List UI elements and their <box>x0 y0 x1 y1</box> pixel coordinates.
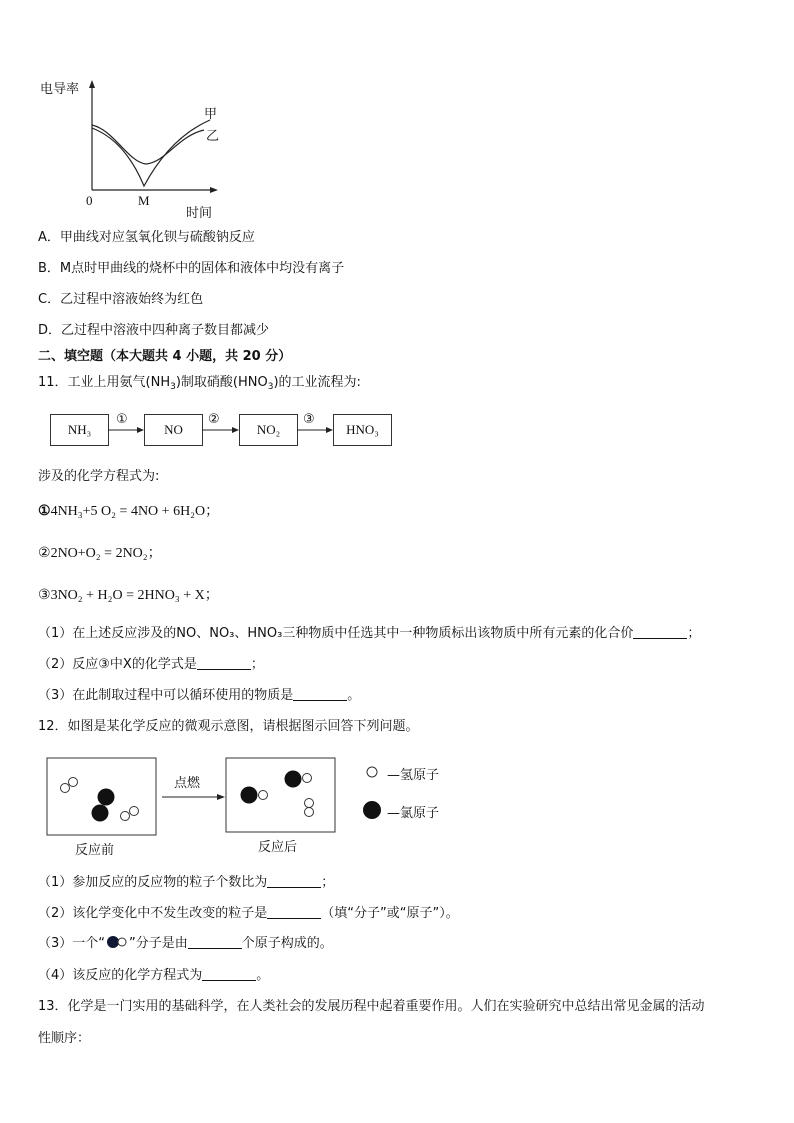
section2-heading: 二、填空题（本大题共 4 小题，共 20 分） <box>38 349 292 364</box>
q11-sub2-text: （2）反应③中X的化学式是 <box>38 657 197 672</box>
q13-line1: 13．化学是一门实用的基础科学，在人类社会的发展历程中起着重要作用。人们在实验研究中总结出常见金属的活动 <box>38 999 705 1014</box>
legend-h-label: —氢原子 <box>387 768 440 783</box>
q11-eq3-num: ③ <box>38 588 51 603</box>
conductivity-graph <box>38 76 238 221</box>
flow-step-1: ① <box>116 412 128 427</box>
q11-sub2-blank[interactable] <box>197 657 251 670</box>
q11-intro-b: )制取硝酸(HNO <box>175 375 268 390</box>
reaction-arrowhead <box>217 794 225 800</box>
h-atom <box>69 778 78 787</box>
h-atom <box>61 784 70 793</box>
graph-ylabel: 电导率 <box>40 82 80 97</box>
q11-sub3-text: （3）在此制取过程中可以循环使用的物质是 <box>38 688 294 703</box>
graph-origin: 0 <box>86 193 93 208</box>
q12-sub2 <box>38 905 459 923</box>
q12-sub4-blank[interactable] <box>202 968 256 981</box>
q11-eq2 <box>38 545 162 563</box>
option-c: C．乙过程中溶液始终为红色 <box>38 292 204 307</box>
q12-sub1-blank[interactable] <box>267 875 321 888</box>
q11-sub2-end: ； <box>250 657 264 672</box>
q12-sub2-text: （2）该化学变化中不发生改变的粒子是 <box>38 906 268 921</box>
flow-box-nh3: NH₃ <box>50 414 109 446</box>
q12-sub3-b: ”分子是由 <box>129 936 188 951</box>
q11-eq2-num: ② <box>38 546 51 561</box>
curve-label-jia: 甲 <box>204 107 218 122</box>
q11-eq3-text: 3NO₂ + H₂O = 2HNO₃ + X； <box>50 588 219 603</box>
q11-intro-a: 11．工业上用氨气(NH <box>38 375 171 390</box>
flow-step-2: ② <box>208 412 220 427</box>
cl-atom <box>241 787 258 804</box>
q12-sub4 <box>38 967 269 985</box>
q11-sub3-end: 。 <box>347 688 361 703</box>
q11-sub1-blank[interactable] <box>633 626 687 639</box>
q12-sub1-text: （1）参加反应的反应物的粒子个数比为 <box>38 875 268 890</box>
flow-box-no: NO <box>144 414 203 446</box>
legend-cl-label: —氯原子 <box>387 806 440 821</box>
q11-intro-sub2: 3 <box>267 382 274 392</box>
cl-atom <box>92 805 109 822</box>
x-axis-arrow <box>210 187 218 193</box>
curve-yi <box>92 125 204 164</box>
hcl-molecule-icon <box>105 935 129 949</box>
q12-sub2-end: （填“分子”或“原子”）。 <box>321 906 459 921</box>
q11-flow <box>0 412 794 448</box>
q12-sub3 <box>38 935 333 953</box>
before-label: 反应前 <box>75 843 115 858</box>
option-d: D．乙过程中溶液中四种离子数目都减少 <box>38 323 270 338</box>
q12-sub2-blank[interactable] <box>267 906 321 919</box>
q11-intro-sub: 3 <box>170 382 176 392</box>
flow-box-hno3: HNO₃ <box>333 414 392 446</box>
q11-sub1-end: ； <box>687 626 701 641</box>
q11-sub3 <box>38 687 360 705</box>
curve-label-yi: 乙 <box>206 129 220 144</box>
flow-arrowhead-3 <box>326 427 333 433</box>
q11-eq1-text: 4NH₃+5 O₂ = 4NO + 6H₂O； <box>50 504 220 519</box>
cl-atom <box>98 789 115 806</box>
flow-box-no2: NO₂ <box>239 414 298 446</box>
graph-xlabel: 时间 <box>186 206 213 221</box>
flow-step-3: ③ <box>303 412 315 427</box>
h-atom <box>130 807 139 816</box>
h-atom <box>121 812 130 821</box>
legend-h-icon <box>367 767 377 777</box>
flow-arrowhead-1 <box>137 427 144 433</box>
q11-intro <box>38 374 361 392</box>
q11-sub1 <box>38 625 700 643</box>
q12-diagram <box>0 755 794 860</box>
h-atom <box>305 808 314 817</box>
option-a: A．甲曲线对应氢氧化钡与硫酸钠反应 <box>38 230 255 245</box>
cl-atom <box>285 771 302 788</box>
legend-cl-icon <box>363 801 381 819</box>
graph-m-label: M <box>138 193 150 208</box>
q12-sub3-blank[interactable] <box>188 936 242 949</box>
q11-eq2-text: 2NO+O₂ = 2NO₂； <box>50 546 162 561</box>
q11-eq1 <box>38 503 219 521</box>
reaction-condition: 点燃 <box>174 776 201 791</box>
h-atom <box>259 791 268 800</box>
q11-sub3-blank[interactable] <box>293 688 347 701</box>
q12-sub1 <box>38 874 334 892</box>
q11-intro-c: )的工业流程为: <box>273 375 361 390</box>
curve-jia <box>92 120 210 186</box>
q12-intro: 12．如图是某化学反应的微观示意图，请根据图示回答下列问题。 <box>38 719 419 734</box>
option-b: B．M点时甲曲线的烧杯中的固体和液体中均没有离子 <box>38 261 345 276</box>
q11-eq1-num: ① <box>38 504 51 519</box>
q12-sub3-end: 个原子构成的。 <box>241 936 333 951</box>
q12-sub4-text: （4）该反应的化学方程式为 <box>38 968 203 983</box>
y-axis-arrow <box>89 80 95 88</box>
q11-sub1-text: （1）在上述反应涉及的NO、NO₃、HNO₃三种物质中任选其中一种物质标出该物质中所有元素的化合价 <box>38 626 634 641</box>
q11-eq-intro: 涉及的化学方程式为: <box>38 469 160 484</box>
q13-line2: 性顺序： <box>38 1031 91 1046</box>
q12-sub3-a: （3）一个“ <box>38 936 106 951</box>
q11-eq3 <box>38 587 219 605</box>
after-label: 反应后 <box>258 840 298 855</box>
flow-arrowhead-2 <box>232 427 239 433</box>
h-atom <box>305 799 314 808</box>
q11-sub2 <box>38 656 264 674</box>
h-atom <box>303 774 312 783</box>
q12-sub4-end: 。 <box>256 968 270 983</box>
q12-sub1-end: ； <box>321 875 335 890</box>
